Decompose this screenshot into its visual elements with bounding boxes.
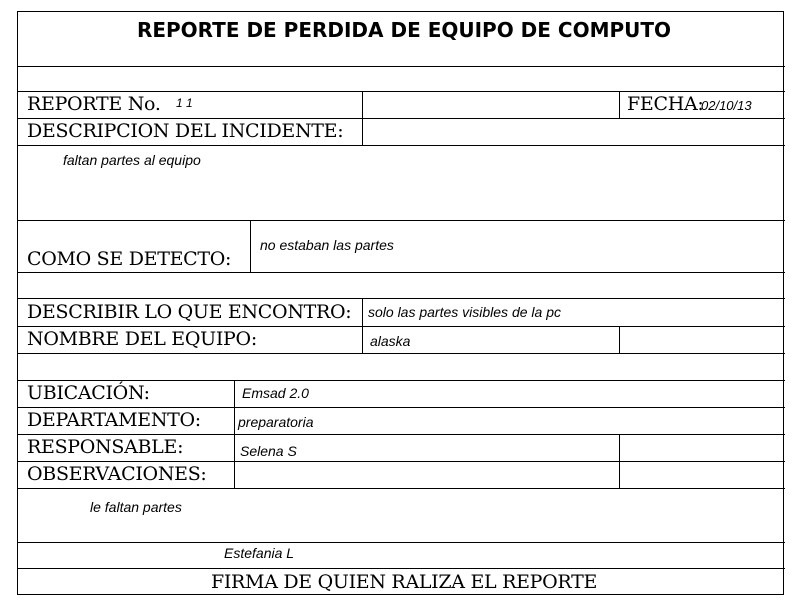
report-no-label: REPORTE No. xyxy=(27,93,161,115)
nombre-equipo-value: alaska xyxy=(370,333,411,349)
rule xyxy=(17,272,785,273)
descripcion-value: faltan partes al equipo xyxy=(63,152,201,168)
divider xyxy=(619,91,620,118)
ubicacion-label: UBICACIÓN: xyxy=(27,382,150,404)
divider xyxy=(234,380,235,488)
rule xyxy=(17,298,785,299)
fecha-value: 02/10/13 xyxy=(701,98,752,113)
divider xyxy=(362,298,363,353)
firma-label: FIRMA DE QUIEN RALIZA EL REPORTE xyxy=(210,571,598,593)
describir-value: solo las partes visibles de la pc xyxy=(368,304,561,320)
rule xyxy=(17,434,785,435)
descripcion-label: DESCRIPCION DEL INCIDENTE: xyxy=(27,120,344,142)
rule xyxy=(17,91,785,92)
rule xyxy=(17,380,785,381)
nombre-equipo-label: NOMBRE DEL EQUIPO: xyxy=(27,328,257,350)
rule xyxy=(17,220,785,221)
como-detecto-value: no estaban las partes xyxy=(260,237,394,253)
divider xyxy=(619,326,620,353)
como-detecto-label: COMO SE DETECTO: xyxy=(27,248,232,270)
rule xyxy=(17,326,785,327)
observaciones-value: le faltan partes xyxy=(90,499,182,515)
report-no-value: 1 1 xyxy=(176,96,193,110)
rule xyxy=(17,353,785,354)
fecha-label: FECHA: xyxy=(627,93,704,115)
rule xyxy=(17,118,785,119)
rule xyxy=(17,145,785,146)
departamento-label: DEPARTAMENTO: xyxy=(27,409,201,431)
rule xyxy=(17,488,785,489)
describir-label: DESCRIBIR LO QUE ENCONTRO: xyxy=(27,301,352,323)
signer-name: Estefania L xyxy=(224,545,295,561)
divider xyxy=(250,220,251,272)
rule xyxy=(17,542,785,543)
rule xyxy=(17,568,785,569)
responsable-value: Selena S xyxy=(240,443,297,459)
rule xyxy=(17,66,785,67)
ubicacion-value: Emsad 2.0 xyxy=(242,385,309,401)
divider xyxy=(619,434,620,488)
divider xyxy=(362,91,363,145)
rule xyxy=(17,407,785,408)
responsable-label: RESPONSABLE: xyxy=(27,436,184,458)
departamento-value: preparatoria xyxy=(238,414,314,430)
form-title: REPORTE DE PERDIDA DE EQUIPO DE COMPUTO xyxy=(136,18,672,42)
rule xyxy=(17,461,785,462)
observaciones-label: OBSERVACIONES: xyxy=(27,463,207,485)
